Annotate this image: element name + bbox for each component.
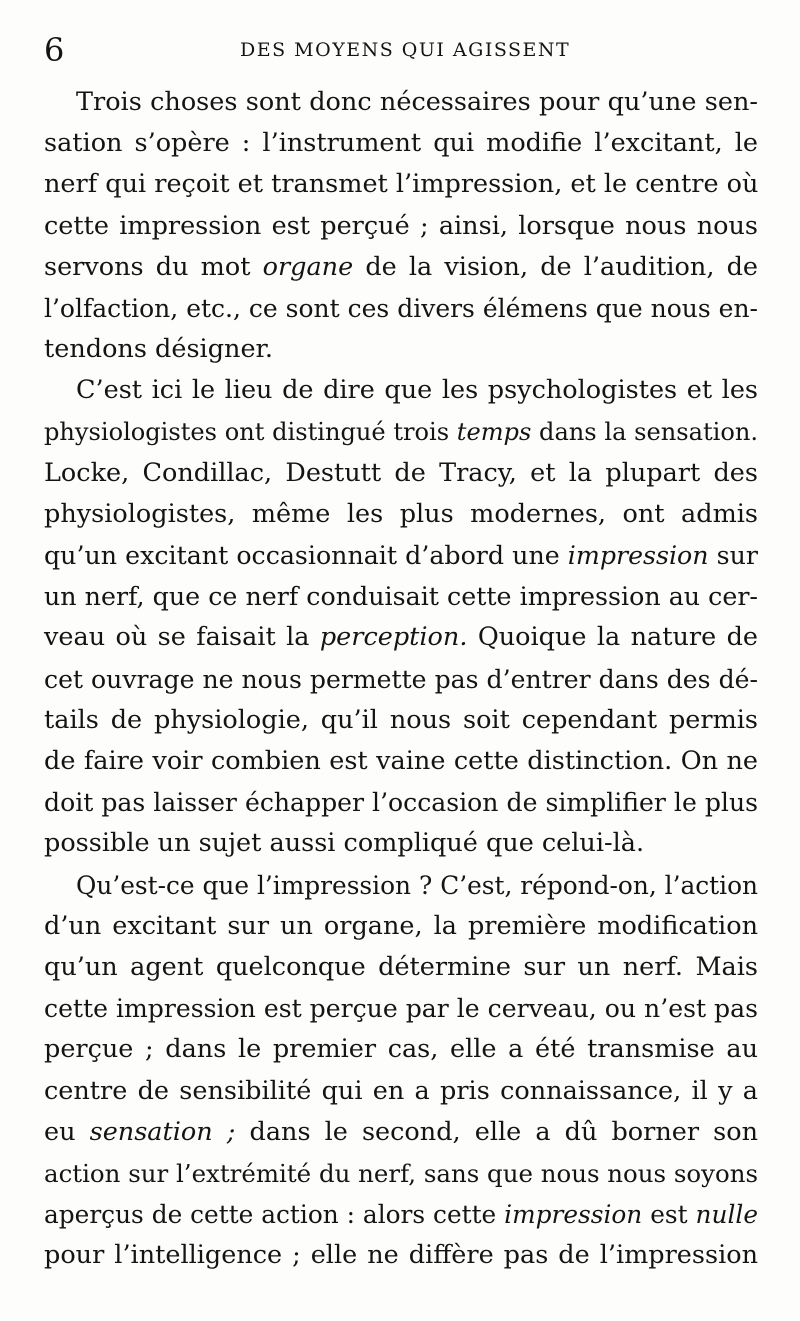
text-line bbox=[44, 82, 758, 123]
text-segment: possible un sujet aussi compliqué que celui-là. bbox=[44, 828, 645, 859]
text-line bbox=[44, 865, 758, 906]
text-segment: dans le second, elle a dû borner son bbox=[235, 1116, 759, 1147]
italic-text: impression bbox=[567, 541, 709, 571]
text-segment: qu’un agent quelconque détermine sur un nerf. Mais bbox=[44, 951, 758, 982]
italic-text: impression bbox=[504, 1200, 643, 1230]
text-line bbox=[44, 412, 758, 453]
text-segment: cet ouvrage ne nous permette pas d’entrer dans des dé- bbox=[44, 664, 758, 694]
text-segment: cette impression est perçue par le cerveau, ou n’est pas bbox=[44, 994, 758, 1024]
text-segment: pour l’intelligence ; elle ne diffère pas de l’impression bbox=[44, 1240, 758, 1271]
italic-text: temps bbox=[456, 417, 532, 446]
text-segment: est bbox=[642, 1200, 696, 1230]
text-line bbox=[44, 823, 758, 864]
body-text bbox=[44, 82, 758, 1276]
text-segment: sur bbox=[708, 541, 758, 571]
text-line bbox=[44, 700, 758, 741]
text-segment: doit pas laisser échapper l’occasion de simplifier le plus bbox=[44, 788, 758, 818]
italic-text: organe bbox=[262, 251, 354, 282]
text-line bbox=[44, 906, 758, 947]
text-segment: Locke, Condillac, Destutt de Tracy, et la plupart des bbox=[44, 457, 758, 488]
text-segment: eu bbox=[44, 1116, 90, 1147]
text-segment: un nerf, que ce nerf conduisait cette impression au cer- bbox=[44, 581, 758, 612]
text-segment: d’un excitant sur un organe, la première modification bbox=[44, 910, 758, 941]
text-segment: aperçus de cette action : alors cette bbox=[44, 1200, 505, 1230]
text-segment: action sur l’extrémité du nerf, sans que nous nous soyons bbox=[44, 1158, 758, 1188]
italic-text: nulle bbox=[695, 1200, 758, 1230]
text-segment: perçue ; dans le premier cas, elle a été transmise au bbox=[44, 1034, 758, 1065]
text-line bbox=[44, 535, 758, 576]
text-line bbox=[44, 329, 758, 370]
text-segment: servons du mot bbox=[44, 251, 263, 282]
text-line bbox=[44, 947, 758, 988]
text-line bbox=[44, 164, 758, 205]
text-segment: Qu’est-ce que l’impression ? C’est, répond-on, l’action bbox=[76, 870, 758, 900]
text-line bbox=[44, 1235, 758, 1276]
text-segment: cette impression est perçué ; ainsi, lorsque nous nous bbox=[44, 210, 758, 241]
text-line bbox=[44, 782, 758, 823]
text-line bbox=[44, 741, 758, 782]
text-line bbox=[44, 988, 758, 1029]
text-line bbox=[44, 1112, 758, 1153]
text-segment: C’est ici le lieu de dire que les psychologistes et les bbox=[76, 375, 758, 406]
page-number: 6 bbox=[44, 31, 65, 69]
text-line bbox=[44, 1029, 758, 1070]
text-line bbox=[44, 576, 758, 617]
text-segment: de faire voir combien est vaine cette distinction. On ne bbox=[44, 746, 758, 776]
italic-text: perception. bbox=[319, 622, 468, 653]
text-segment: centre de sensibilité qui en a pris connaissance, il y a bbox=[44, 1075, 758, 1106]
text-segment: veau où se faisait la bbox=[44, 622, 320, 653]
text-segment: sation s’opère : l’instrument qui modifie l’excitant, le bbox=[44, 128, 758, 159]
text-line bbox=[44, 247, 758, 288]
text-segment: tendons désigner. bbox=[44, 334, 274, 365]
text-line bbox=[44, 288, 758, 329]
text-line bbox=[44, 1071, 758, 1112]
text-segment: de la vision, de l’audition, de bbox=[353, 251, 758, 282]
text-line bbox=[44, 123, 758, 164]
text-segment: Trois choses sont donc nécessaires pour qu’une sen- bbox=[76, 87, 758, 117]
text-segment: dans la sensation. bbox=[531, 417, 758, 446]
text-segment: tails de physiologie, qu’il nous soit cependant permis bbox=[44, 704, 758, 735]
text-segment: nerf qui reçoit et transmet l’impression, et le centre où bbox=[44, 169, 759, 200]
text-line bbox=[44, 453, 758, 494]
text-segment: Quoique la nature de bbox=[467, 622, 758, 653]
running-head bbox=[44, 30, 760, 70]
italic-text: sensation ; bbox=[89, 1116, 236, 1147]
text-line bbox=[44, 494, 758, 535]
text-segment: qu’un excitant occasionnait d’abord une bbox=[44, 541, 568, 571]
text-line bbox=[44, 370, 758, 411]
text-segment: physiologistes, même les plus modernes, ont admis bbox=[44, 498, 758, 529]
text-line bbox=[44, 1194, 758, 1235]
text-line bbox=[44, 659, 758, 700]
text-segment: physiologistes ont distingué trois bbox=[44, 417, 457, 446]
text-line bbox=[44, 1153, 758, 1194]
text-line bbox=[44, 206, 758, 247]
running-title: DES MOYENS QUI AGISSENT bbox=[240, 39, 571, 61]
text-segment: l’olfaction, etc., ce sont ces divers élémens que nous en- bbox=[44, 293, 758, 323]
text-line bbox=[44, 617, 758, 658]
